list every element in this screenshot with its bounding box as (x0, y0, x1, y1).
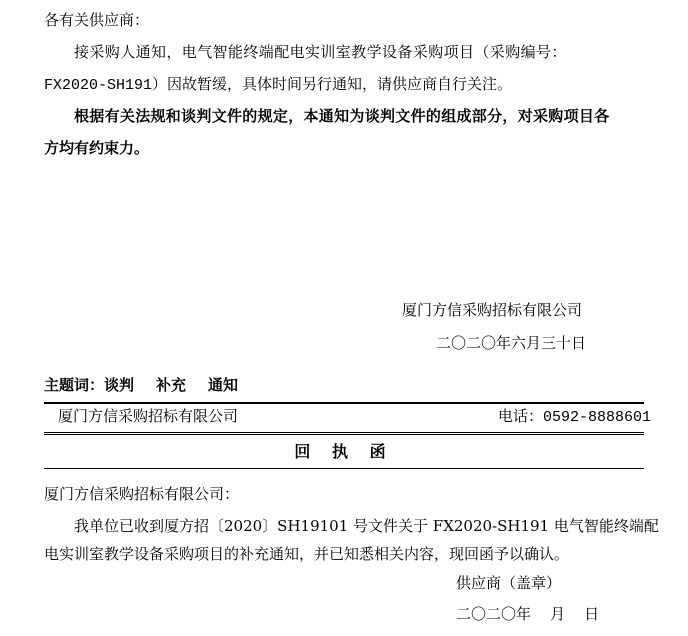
receipt-title: 回 执 函 (294, 442, 394, 461)
divider-top (44, 402, 644, 404)
notice-paragraph-1-line-1: 接采购人通知，电气智能终端配电实训室教学设备采购项目（采购编号： (74, 43, 567, 61)
divider-bottom (44, 468, 644, 469)
divider-middle (44, 432, 644, 435)
keywords-label: 主题词： (44, 376, 105, 394)
receipt-addressee: 厦门方信采购招标有限公司： (44, 485, 240, 503)
phone-number: 0592-8888601 (543, 409, 652, 426)
keyword-item: 谈判 (104, 376, 135, 394)
notice-paragraph-2-line-1: 根据有关法规和谈判文件的规定，本通知为谈判文件的组成部分，对采购项目各 (74, 107, 610, 125)
notice-paragraph-1-rest: ）因故暂缓，具体时间另行通知，请供应商自行关注。 (152, 75, 513, 93)
issue-date: 二〇二〇年六月三十日 (436, 334, 587, 352)
salutation: 各有关供应商： (44, 11, 150, 29)
keyword-item: 通知 (208, 376, 239, 394)
notice-paragraph-1-line-2 (44, 74, 512, 96)
footer-company: 厦门方信采购招标有限公司 (58, 407, 239, 425)
supplier-seal-label: 供应商（盖章） (456, 574, 562, 592)
receipt-body-line-2: 电实训室教学设备采购项目的补充通知，并已知悉相关内容，现回函予以确认。 (44, 545, 570, 563)
receipt-date-line: 二〇二〇年 月 日 (456, 605, 600, 623)
phone-label: 电话： (498, 407, 544, 425)
keyword-item: 补充 (156, 376, 187, 394)
issuer-company: 厦门方信采购招标有限公司 (402, 301, 583, 319)
keywords-line (44, 375, 238, 395)
receipt-body-line-1: 我单位已收到厦方招〔2020〕SH19101 号文件关于 FX2020-SH191 电气智能终端配 (74, 517, 659, 535)
procurement-code: FX2020-SH191 (44, 77, 153, 94)
footer-phone (498, 406, 651, 428)
notice-paragraph-2-line-2: 方均有约束力。 (44, 139, 150, 157)
